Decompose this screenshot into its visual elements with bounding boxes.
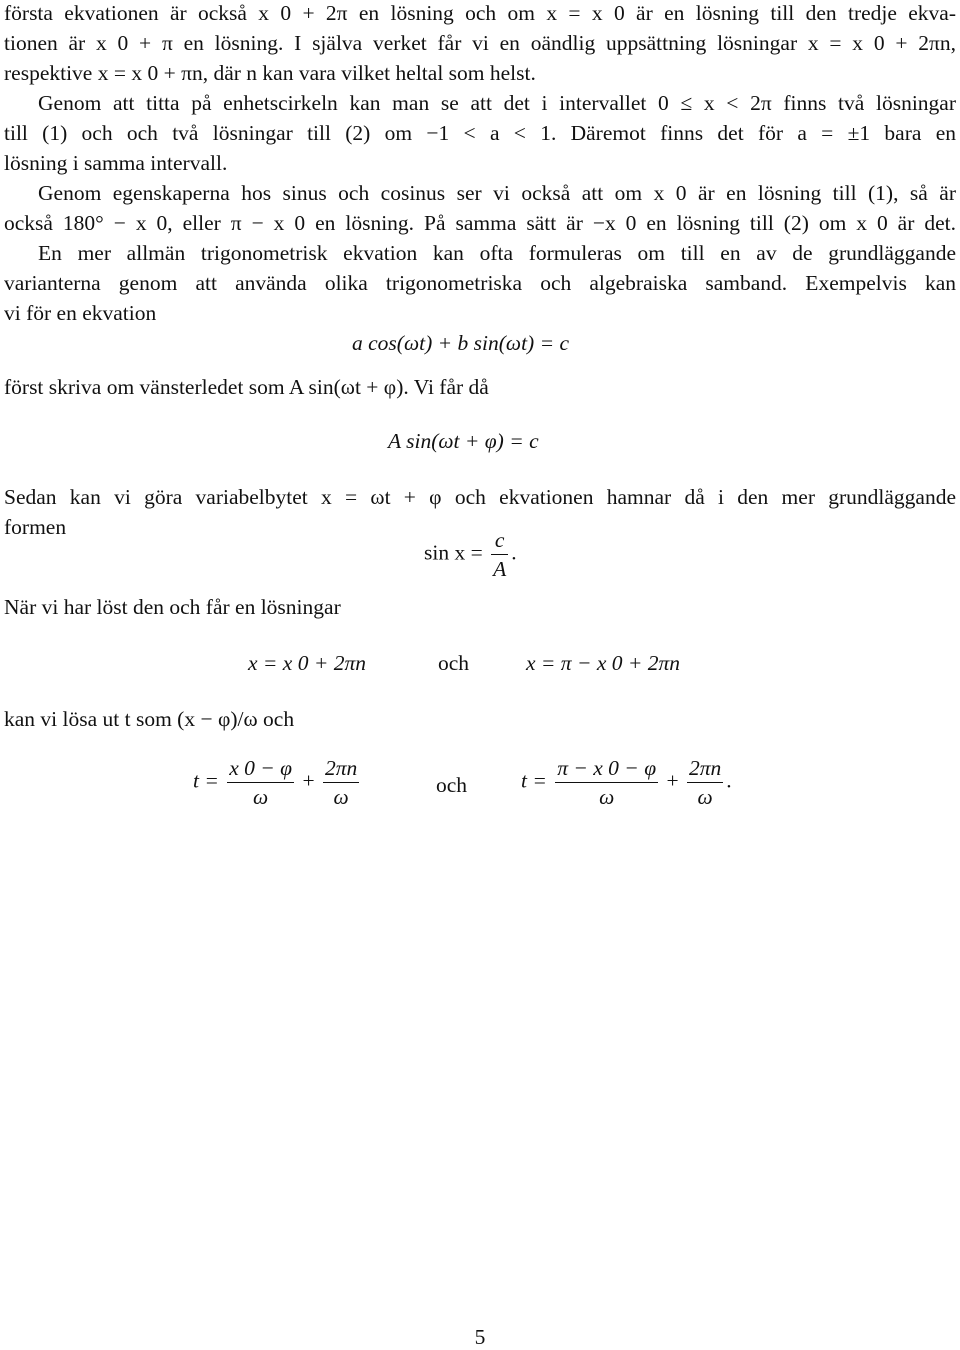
fraction-1 [227, 754, 294, 811]
equation-4b: x = π − x 0 + 2πn [526, 651, 681, 675]
equation-3 [424, 526, 517, 583]
plus-sign: + [302, 768, 315, 793]
fraction-denominator: ω [687, 782, 723, 811]
equation-2: A sin(ωt + φ) = c [388, 429, 539, 453]
text-line-4: Genom att titta på enhetscirkeln kan man se att det i intervallet 0 ≤ x < 2π finns två lösningar [38, 91, 956, 115]
text-line-8: också 180° − x 0, eller π − x 0 en lösning. På samma sätt är −x 0 en lösning till (2) om x 0 är det. [4, 211, 956, 235]
text-line-10: varianterna genom att använda olika trigonometriska och algebraiska samband. Exempelvis kan [4, 271, 956, 295]
fraction-denominator: ω [323, 782, 359, 811]
equation-4a: x = x 0 + 2πn [248, 651, 366, 675]
plus-sign: + [666, 768, 679, 793]
text-line-14: formen [4, 515, 67, 539]
fraction-numerator: x 0 − φ [229, 756, 293, 780]
fraction-numerator: 2πn [688, 756, 722, 780]
page-number: 5 [474, 1325, 486, 1349]
fraction-numerator: 2πn [324, 756, 358, 780]
fraction-2 [323, 754, 359, 811]
text-line-7: Genom egenskaperna hos sinus och cosinus ser vi också att om x 0 är en lösning till (1), så är [38, 181, 956, 205]
fraction-denominator: A [491, 554, 508, 583]
equation-1: a cos(ωt) + b sin(ωt) = c [352, 331, 570, 355]
fraction-3 [555, 754, 658, 811]
eq3-period: . [511, 540, 517, 565]
eq5-t-equals: t = [193, 768, 219, 793]
text-line-15: När vi har löst den och får en lösningar [4, 595, 341, 619]
text-line-3: respektive x = x 0 + πn, där n kan vara vilket heltal som helst. [4, 61, 536, 85]
fraction-numerator: π − x 0 − φ [557, 756, 657, 780]
text-line-2: tionen är x 0 + π en lösning. I själva verket får vi en oändlig uppsättning lösningar x = x 0 + 2πn, [4, 31, 956, 55]
fraction-denominator: ω [555, 782, 658, 811]
text-line-6: lösning i samma intervall. [4, 151, 228, 175]
eq5-period: . [726, 768, 732, 793]
text-line-5: till (1) och och två lösningar till (2) om −1 < a < 1. Däremot finns det för a = ±1 bara en [4, 121, 956, 145]
text-line-16: kan vi lösa ut t som (x − φ)/ω och [4, 707, 295, 731]
equation-4-och: och [438, 651, 470, 675]
text-line-13: Sedan kan vi göra variabelbytet x = ωt + φ och ekvationen hamnar då i den mer grundläggande [4, 485, 956, 509]
eq3-left: sin x = [424, 540, 483, 565]
eq5-t-equals: t = [521, 768, 547, 793]
equation-5b [521, 754, 732, 811]
equation-5a [193, 754, 362, 811]
fraction-denominator: ω [227, 782, 294, 811]
text-line-9: En mer allmän trigonometrisk ekvation kan ofta formuleras om till en av de grundläggande [38, 241, 956, 265]
equation-5-och: och [436, 773, 468, 797]
fraction-4 [687, 754, 723, 811]
fraction-numerator: c [494, 528, 505, 552]
text-line-12: först skriva om vänsterledet som A sin(ωt + φ). Vi får då [4, 375, 489, 399]
text-line-11: vi för en ekvation [4, 301, 157, 325]
text-line-1: första ekvationen är också x 0 + 2π en lösning och om x = x 0 är en lösning till den tredje ekva- [4, 1, 956, 25]
fraction-c-over-a [491, 526, 508, 583]
